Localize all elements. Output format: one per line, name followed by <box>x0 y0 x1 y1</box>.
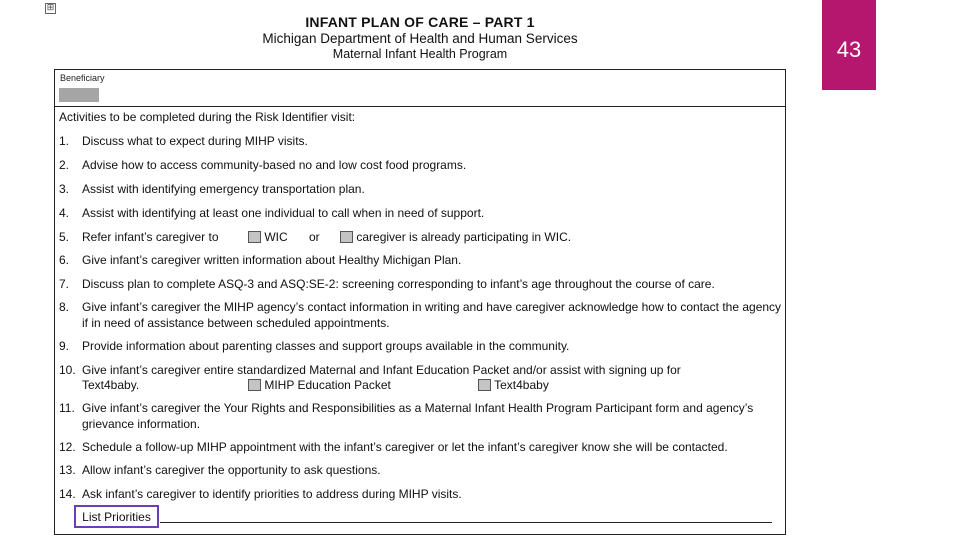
item-number: 4. <box>59 206 70 220</box>
text4baby-checkbox-group <box>478 377 549 393</box>
program-name: Maternal Infant Health Program <box>332 47 508 61</box>
beneficiary-field[interactable] <box>59 88 99 102</box>
item-text: Give infant’s caregiver entire standardized Maternal and Infant Education Packet and/or assist with signing up for <box>82 363 681 377</box>
item-number: 6. <box>59 253 70 267</box>
item-text: Assist with identifying emergency transportation plan. <box>82 182 365 196</box>
item-text: Ask infant’s caregiver to identify priorities to address during MIHP visits. <box>82 487 462 501</box>
education-packet-checkbox[interactable] <box>248 379 261 391</box>
item-number: 13. <box>59 463 76 477</box>
item-number: 5. <box>59 230 70 244</box>
education-packet-checkbox-group <box>248 377 391 393</box>
item-text: Give infant’s caregiver the Your Rights and Responsibilities as a Maternal Infant Health Program Participant form and agency’s grievance information. <box>82 401 754 431</box>
beneficiary-label: Beneficiary <box>60 73 105 83</box>
activities-header: Activities to be completed during the Risk Identifier visit: <box>59 110 356 124</box>
document-header <box>200 14 640 62</box>
page-title: INFANT PLAN OF CARE – PART 1 <box>305 14 535 30</box>
item-number: 9. <box>59 339 70 353</box>
item-text: Provide information about parenting classes and support groups available in the community. <box>82 339 570 353</box>
wic-checkbox[interactable] <box>248 231 261 243</box>
participating-label: caregiver is already participating in WIC. <box>356 230 572 244</box>
item-number: 10. <box>59 363 76 377</box>
item-text: Allow infant’s caregiver the opportunity to ask questions. <box>82 463 381 477</box>
item-number: 14. <box>59 487 76 501</box>
wic-checkbox-group <box>248 229 288 245</box>
item-number: 7. <box>59 277 70 291</box>
or-label: or <box>309 230 320 244</box>
item-number: 11. <box>59 401 75 415</box>
item-number: 8. <box>59 300 70 314</box>
item-text: Discuss plan to complete ASQ-3 and ASQ:SE-2: screening corresponding to infant’s age throughout the course of care. <box>82 277 715 291</box>
item-number: 1. <box>59 134 70 148</box>
agency-name: Michigan Department of Health and Human Services <box>262 31 578 46</box>
item-number: 2. <box>59 158 70 172</box>
item-text: Advise how to access community-based no and low cost food programs. <box>82 158 467 172</box>
slide-number-badge <box>822 0 876 90</box>
priorities-input-line[interactable] <box>160 522 772 523</box>
participating-checkbox[interactable] <box>340 231 353 243</box>
item-text: Assist with identifying at least one individual to call when in need of support. <box>82 206 485 220</box>
item-text: Give infant’s caregiver written information about Healthy Michigan Plan. <box>82 253 462 267</box>
participating-checkbox-group <box>340 229 571 245</box>
item-text: Schedule a follow-up MIHP appointment with the infant’s caregiver or let the infant’s caregiver know she will be contacted. <box>82 440 728 454</box>
item-text: Give infant’s caregiver the MIHP agency’s contact information in writing and have caregiver acknowledge how to contact the agency if in need of assistance between scheduled appointments. <box>82 300 782 330</box>
item-number: 3. <box>59 182 70 196</box>
education-packet-label: MIHP Education Packet <box>264 378 391 392</box>
item-number: 12. <box>59 440 76 454</box>
text4baby-label: Text4baby <box>494 378 549 392</box>
expand-icon[interactable]: ⊞ <box>46 3 55 13</box>
item-text-line2: Text4baby. <box>82 378 140 392</box>
beneficiary-box <box>55 70 785 107</box>
list-priorities-label[interactable] <box>74 505 159 528</box>
item-text: Refer infant’s caregiver to <box>82 230 219 244</box>
item-text: Discuss what to expect during MIHP visits. <box>82 134 308 148</box>
list-priorities-text: List Priorities <box>82 509 151 524</box>
text4baby-checkbox[interactable] <box>478 379 491 391</box>
slide-number: 43 <box>836 37 862 62</box>
wic-label: WIC <box>264 230 288 244</box>
